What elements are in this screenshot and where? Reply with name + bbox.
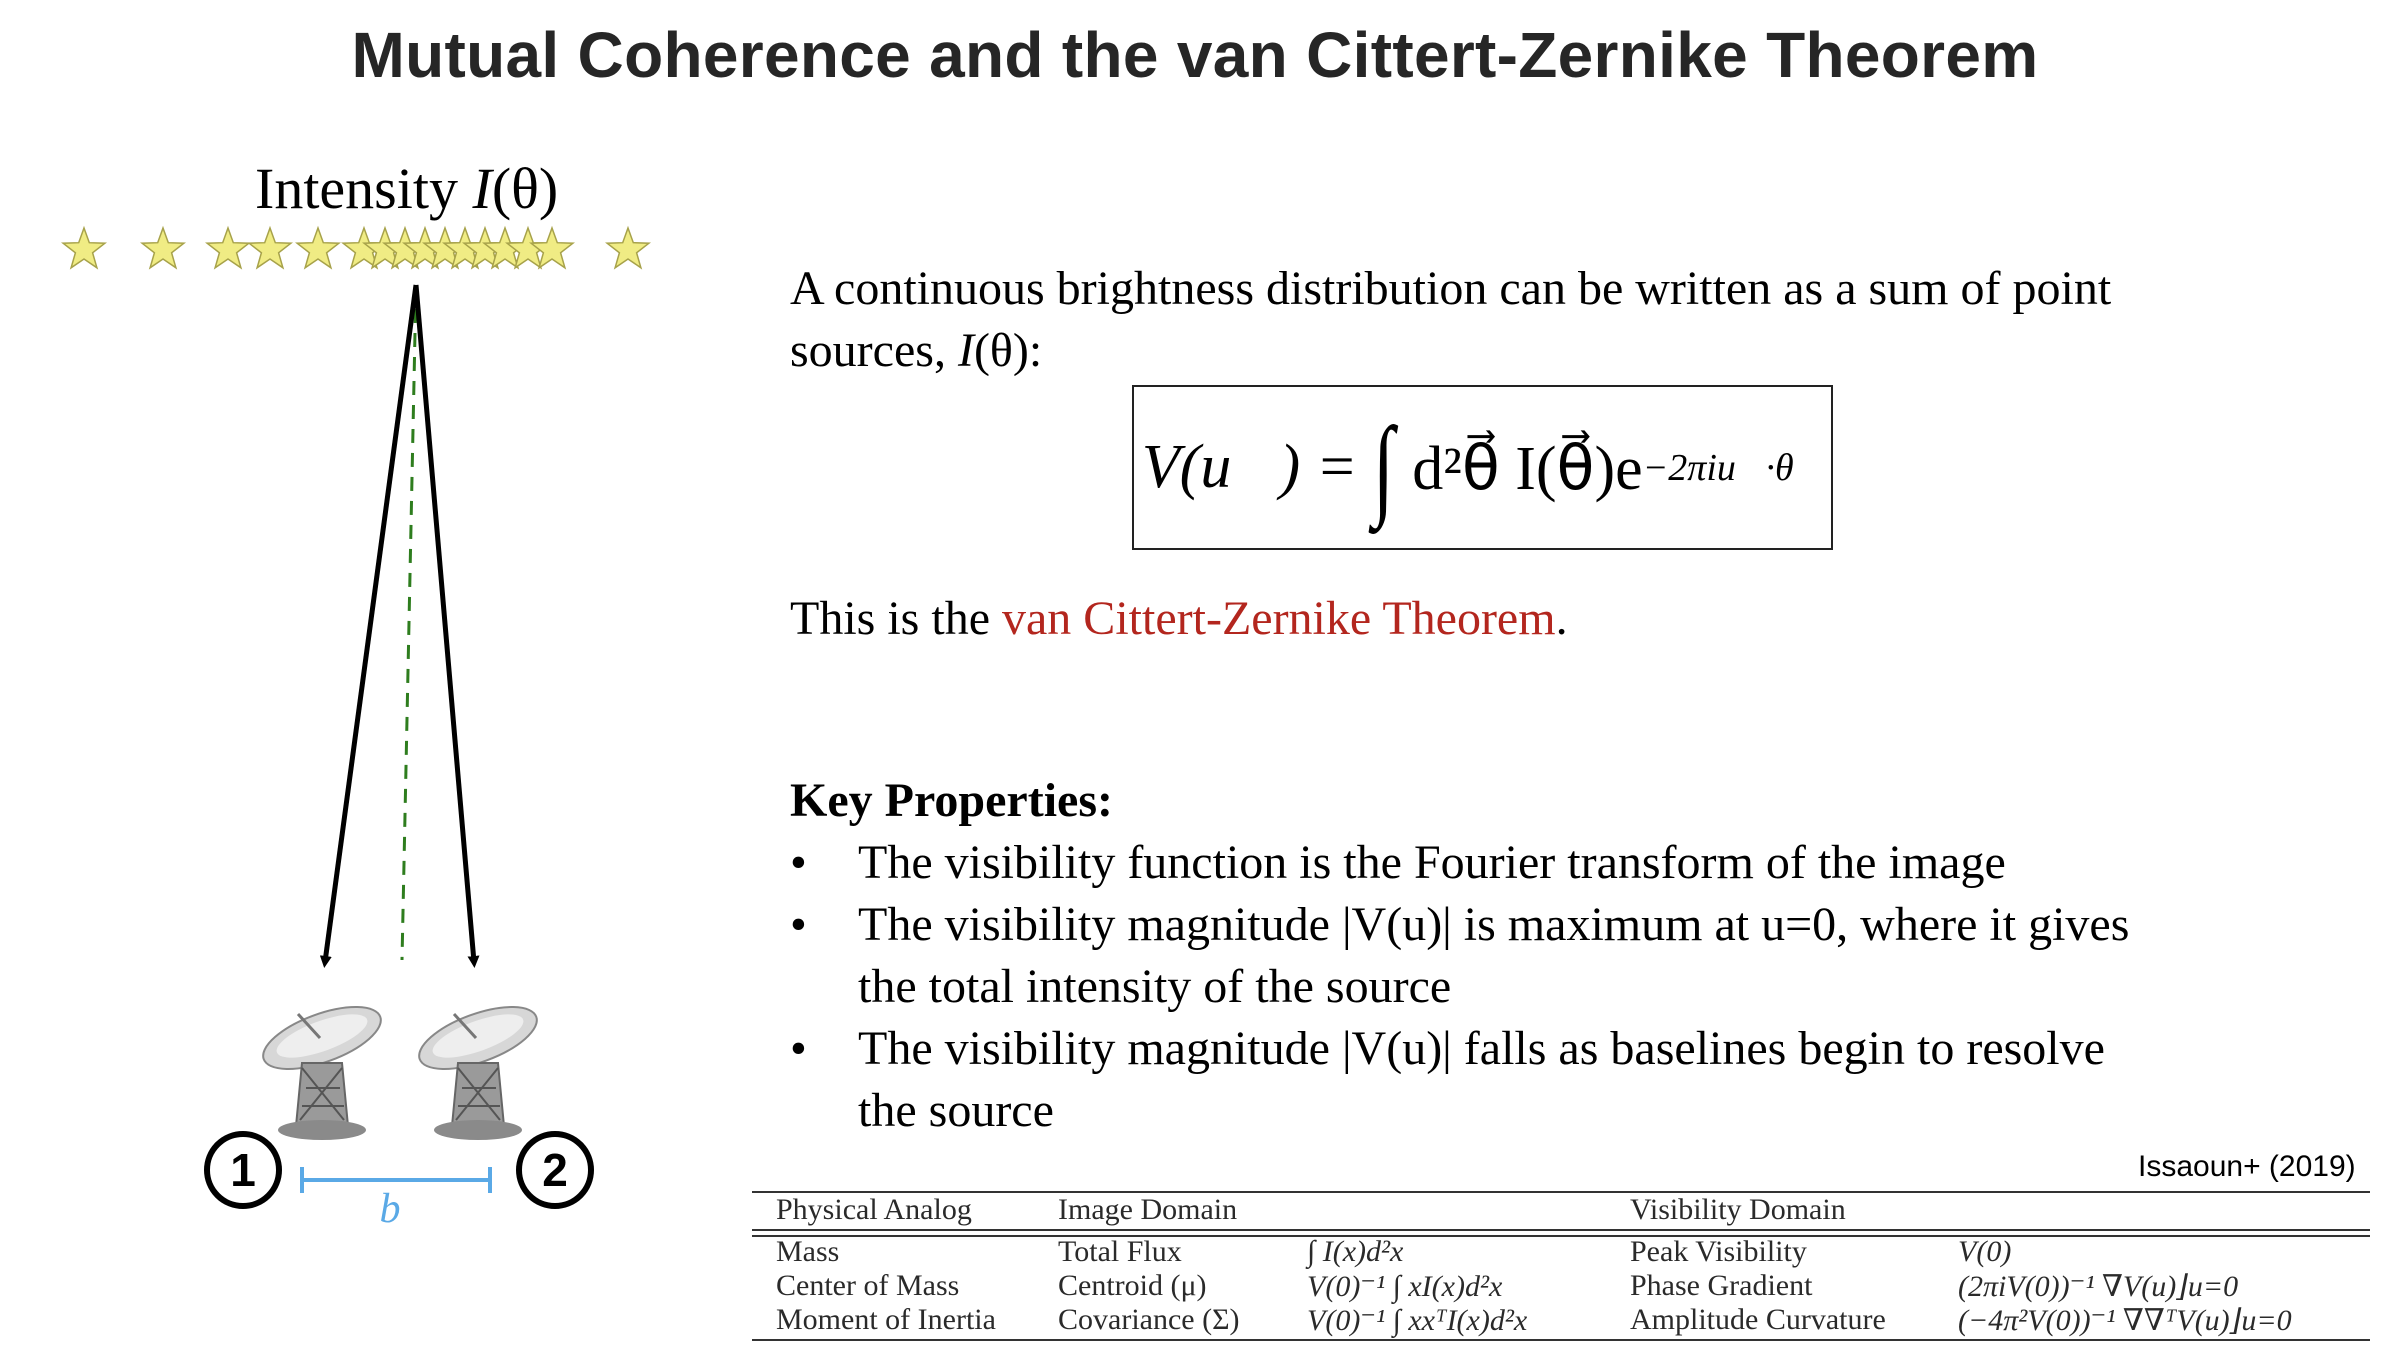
- equation-box: [1132, 385, 1833, 550]
- table-header: Physical Analog: [776, 1193, 972, 1226]
- table-cell: Centroid (μ): [1058, 1269, 1207, 1302]
- table-cell: ∫ I(x)d²x: [1307, 1235, 1404, 1268]
- vcz-equation: V(u⃗) = ∫ d²θ⃗ I(θ⃗)e −2πiu⃗·θ⃗: [1141, 405, 1824, 529]
- table-cell: V(0): [1958, 1235, 2012, 1268]
- intensity-label: Intensity I(θ): [255, 156, 559, 221]
- list-item: • The visibility magnitude |V(u)| is maximum at u=0, where it gives the total intensity of the source: [790, 898, 2130, 1013]
- table-cell: Covariance (Σ): [1058, 1303, 1240, 1336]
- table-header: Visibility Domain: [1630, 1193, 1846, 1226]
- star-icon: [249, 228, 291, 268]
- svg-text:2: 2: [542, 1144, 568, 1196]
- table-cell: Phase Gradient: [1630, 1269, 1813, 1302]
- antenna-1-marker: [207, 1134, 279, 1206]
- star-icon: [142, 228, 184, 268]
- star-icon: [297, 228, 339, 268]
- table-cell: (2πiV(0))⁻¹ ∇V(u)⌋u=0: [1958, 1270, 2239, 1303]
- table-cell: Amplitude Curvature: [1630, 1303, 1886, 1336]
- ray-to-antenna-2: [416, 285, 474, 962]
- table-cell: (−4π²V(0))⁻¹ ∇∇ᵀV(u)⌋u=0: [1958, 1304, 2292, 1337]
- ray-to-antenna-1: [325, 285, 416, 962]
- table-header: Image Domain: [1058, 1193, 1238, 1226]
- table-cell: Total Flux: [1058, 1235, 1182, 1268]
- theorem-sentence: This is the van Cittert-Zernike Theorem.: [790, 592, 1568, 645]
- key-properties: [790, 770, 2129, 1142]
- svg-text:1: 1: [230, 1144, 256, 1196]
- interferometer-diagram: [0, 0, 780, 1350]
- slide-title: Mutual Coherence and the van Cittert-Zernike Theorem: [351, 19, 2039, 91]
- intro-text-line-1: A continuous brightness distribution can be written as a sum of point: [790, 262, 2112, 315]
- star-icon: [607, 228, 649, 268]
- star-icon: [207, 228, 249, 268]
- radio-telescope-2-icon: [412, 994, 545, 1140]
- table-cell: Peak Visibility: [1630, 1235, 1807, 1268]
- table-cell: Mass: [776, 1235, 840, 1268]
- baseline-indicator: [302, 1167, 490, 1232]
- table-cell: V(0)⁻¹ ∫ xI(x)d²x: [1307, 1270, 1503, 1303]
- list-item: • The visibility function is the Fourier transform of the image: [790, 836, 2006, 889]
- citation: Issaoun+ (2019): [2138, 1150, 2356, 1183]
- point-source-stars: [63, 228, 649, 268]
- antenna-2-marker: [519, 1134, 591, 1206]
- table-cell: V(0)⁻¹ ∫ xxᵀI(x)d²x: [1307, 1304, 1528, 1337]
- star-icon: [63, 228, 105, 268]
- radio-telescope-1-icon: [256, 994, 389, 1140]
- theorem-name: van Cittert-Zernike Theorem: [1002, 592, 1556, 645]
- baseline-label: b: [379, 1186, 401, 1232]
- table-cell: Moment of Inertia: [776, 1303, 996, 1336]
- list-item: • The visibility magnitude |V(u)| falls as baselines begin to resolve the source: [790, 1022, 2105, 1137]
- key-properties-heading: Key Properties:: [790, 774, 1113, 827]
- diagram-graphics: [0, 0, 780, 1350]
- table-cell: Center of Mass: [776, 1269, 960, 1302]
- intro-text-line-2: sources, I(θ):: [790, 324, 1043, 377]
